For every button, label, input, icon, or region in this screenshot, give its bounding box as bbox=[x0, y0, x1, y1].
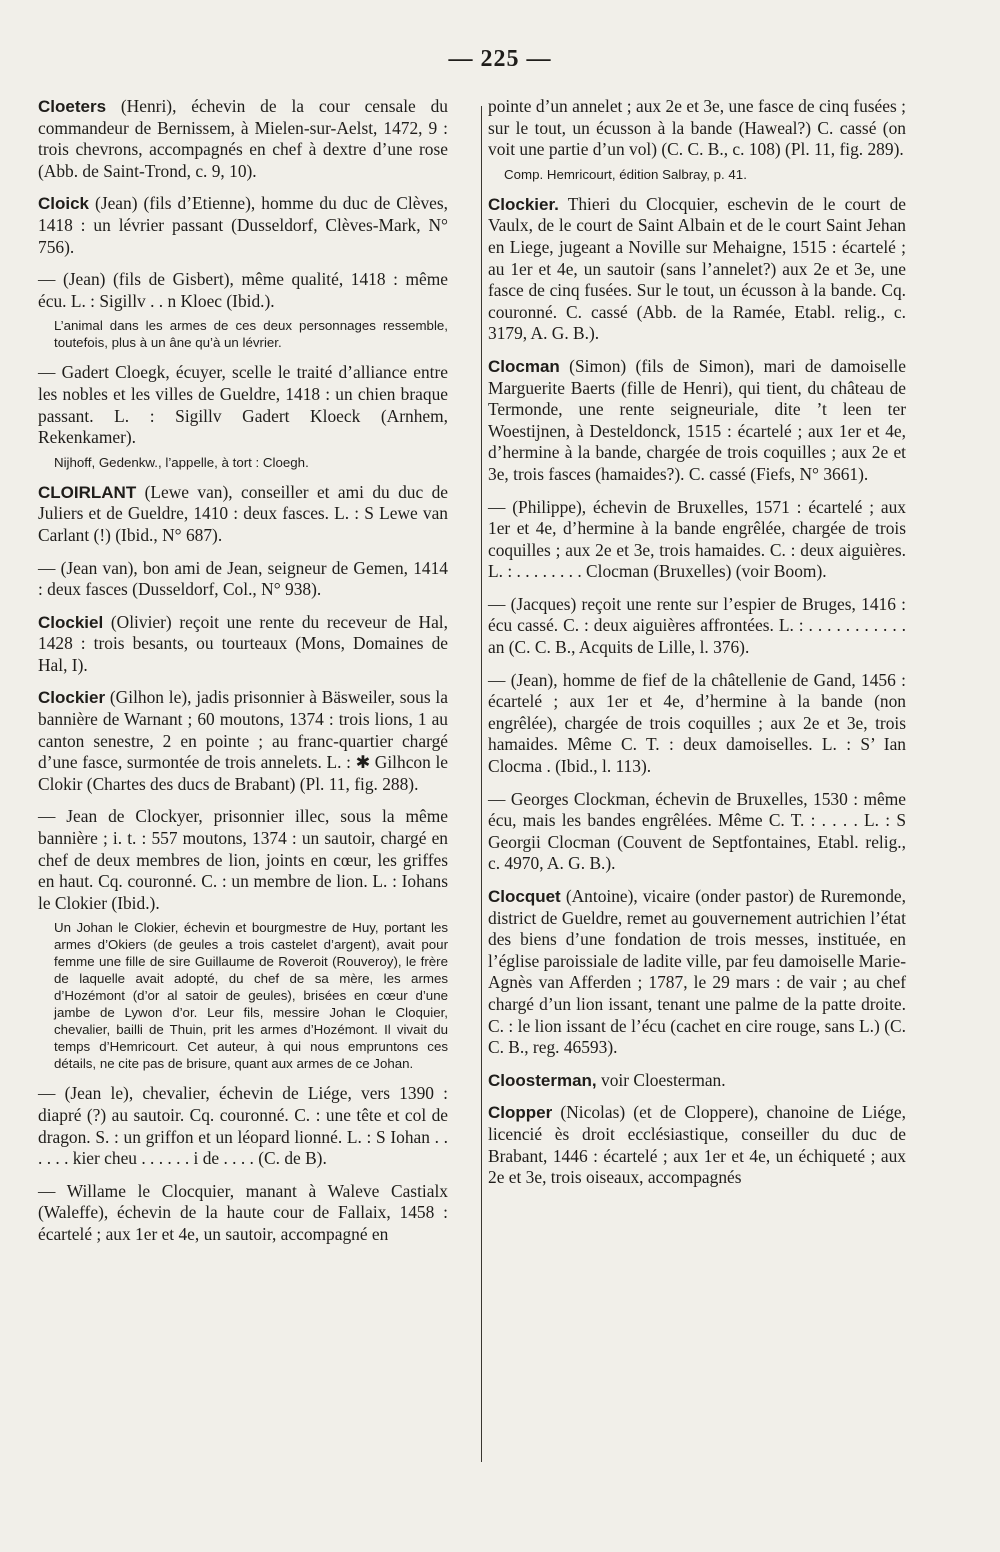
entry-text: (Jean) (fils d’Etienne), homme du duc de Clèves, 1418 : un lévrier passant (Dusseldorf, Clèves-Mark, N° 756). bbox=[38, 193, 448, 257]
entry-headword: Cloeters bbox=[38, 97, 107, 116]
entry-text: (Simon) (fils de Simon), mari de damoiselle Marguerite Baerts (fille de Henri), qui tient, du château de Termonde, une rente seigneuriale, dite ’t leen ter Woestijnen, à Desteldonck, 1515 : écartelé ; aux 1er et 4e, d’hermine à la bande, chargée de trois coquilles ; aux 2e et 3e, trois fasces (hamaides?). C. cassé (Fiefs, N° 3661). bbox=[488, 355, 906, 484]
entry-text: (Lewe van), conseiller et ami du duc de Juliers et de Gueldre, 1410 : deux fasces. L. : S Lewe van Carlant (!) (Ibid., N° 687). bbox=[38, 481, 448, 545]
entry-dash: — bbox=[488, 669, 511, 690]
dictionary-entry bbox=[38, 687, 448, 795]
entry-text: (Jean), homme de fief de la châtellenie de Gand, 1456 : écartelé ; aux 1er et 4e, d’hermine à la bande (non engrêlée), chargée de trois coquilles ; aux 2e et 3e, trois hamaides. Même C. T. : deux damoiselles. L. : S’ Ian Clocma . (Ibid., l. 113). bbox=[488, 669, 906, 777]
sub-entry bbox=[38, 558, 448, 601]
sub-entry bbox=[38, 1181, 448, 1246]
entry-dash: — bbox=[488, 496, 513, 517]
sub-entry bbox=[488, 670, 906, 778]
sub-entry bbox=[488, 789, 906, 875]
entry-text: (Philippe), échevin de Bruxelles, 1571 : écartelé ; aux 1er et 4e, d’hermine à la bande engrêlée, chargée de trois coquilles ; aux 2e et 3e, trois hamaides. C. : deux aiguières. L. : . . . . . . . . Clocman (Bruxelles) (voir Boom). bbox=[488, 496, 906, 582]
sub-entry bbox=[38, 362, 448, 448]
entry-text: (Jean) (fils de Gisbert), même qualité, 1418 : même écu. L. : Sigillv . . n Kloec (Ibid.). bbox=[38, 269, 448, 311]
entry-dash: — bbox=[38, 557, 61, 578]
entry-text: Jean de Clockyer, prisonnier illec, sous la même bannière ; i. t. : 557 moutons, 1374 : un sautoir, chargé en chef de deux membres de lion, joints en cœur, les griffes en haut. Cq. couronné. C. : un membre de lion. L. : Iohans le Clokier (Ibid.). bbox=[38, 806, 448, 913]
entry-headword: Clockier bbox=[38, 688, 106, 708]
entry-text: Gadert Cloegk, écuyer, scelle le traité d’alliance entre les nobles et les villes de Gueldre, 1418 : un chien braque passant. L. : Sigillv Gadert Kloeck (Arnhem, Rekenkamer). bbox=[38, 362, 448, 448]
entry-headword: Clocquet bbox=[488, 887, 561, 906]
column-divider bbox=[481, 106, 482, 1462]
entry-dash: — bbox=[38, 269, 63, 290]
entry-dash: — bbox=[488, 788, 511, 809]
entry-text: Willame le Clocquier, manant à Waleve Castialx (Waleffe), échevin de la haute cour de Fallaix, 1458 : écartelé ; aux 1er et 4e, un sautoir, accompagné en bbox=[38, 1180, 448, 1244]
footnote: Comp. Hemricourt, édition Salbray, p. 41. bbox=[504, 166, 747, 182]
entry-text: voir Cloesterman. bbox=[601, 1069, 726, 1090]
entry-dash: — bbox=[38, 362, 62, 383]
footnote: Nijhoff, Gedenkw., l’appelle, à tort : Cloegh. bbox=[54, 454, 309, 470]
entry-headword: Clockier. bbox=[488, 194, 559, 214]
left-column bbox=[38, 96, 448, 1257]
entry-headword: CLOIRLANT bbox=[38, 482, 137, 502]
sub-entry bbox=[488, 497, 906, 583]
entry-text: (Gilhon le), jadis prisonnier à Bäsweiler, sous la bannière de Warnant ; 60 moutons, 1374 : trois lions, 1 au canton senestre, 2 en pointe ; au franc-quartier chargé d’une fasce, surmontée de trois annelets. L. : ✱ Gilhcon le Clokir (Chartes des ducs de Brabant) (Pl. 11, fig. 288). bbox=[38, 687, 448, 794]
footnote: L’animal dans les armes de ces deux personnages ressemble, toutefois, plus à un âne qu’à un lévrier. bbox=[54, 318, 448, 351]
sub-entry bbox=[488, 594, 906, 659]
dictionary-entry bbox=[38, 96, 448, 182]
entry-text: (Nicolas) (et de Cloppere), chanoine de Liége, licencié ès droit ecclésiastique, conseiller du duc de Brabant, 1446 : écartelé ; aux 1er et 4e, un échiqueté ; aux 2e et 3e, trois oiseaux, accompagnés bbox=[488, 1102, 906, 1188]
entry-text: (Jean le), chevalier, échevin de Liége, vers 1390 : diapré (?) au sautoir. Cq. couronné. C. : une tête et col de dragon. S. : un griffon et un léopard lionné. L. : S Iohan . . . . . . kier cheu . . . . . . i de . . . . (C. de B). bbox=[38, 1083, 448, 1169]
entry-headword: Clocman bbox=[488, 356, 560, 376]
entry-text: pointe d’un annelet ; aux 2e et 3e, une fasce de cinq fusées ; sur le tout, un écusson à la bande (Haweal?) C. cassé (on voit une partie d’un vol) (C. C. B., c. 108) (Pl. 11, fig. 289). bbox=[488, 96, 906, 160]
entry-dash: — bbox=[488, 593, 511, 614]
dictionary-entry bbox=[488, 886, 906, 1059]
entry-dash: — bbox=[38, 1083, 65, 1104]
entry-text: (Jean van), bon ami de Jean, seigneur de Gemen, 1414 : deux fasces (Dusseldorf, Col., N° 938). bbox=[38, 557, 448, 600]
entry-text: (Antoine), vicaire (onder pastor) de Ruremonde, district de Gueldre, remet au gouvernement autrichien l’état des biens d’une fondation de trois messes, instituée, en l’église paroissiale de ladite ville, par feu damoiselle Marie-Agnès van Afferden ; 1787, le 29 mars : de vair ; au chef chargé d’un lion issant, tenant une palme de la patte droite. C. : le lion issant de l’écu (cachet en cire rouge, sans L.) (C. C. B., reg. 46593). bbox=[488, 886, 906, 1058]
dictionary-entry bbox=[488, 96, 906, 161]
entry-dash: — bbox=[38, 1180, 67, 1201]
sub-entry bbox=[38, 269, 448, 312]
entry-headword: Cloosterman, bbox=[488, 1070, 597, 1090]
dictionary-entry bbox=[488, 356, 906, 486]
footnote: Un Johan le Clokier, échevin et bourgmestre de Huy, portant les armes d’Okiers (de geules a trois castelet d’argent), avait pour femme une fille de sire Guillaume de Roveroit (Rouveroy), le frère de laquelle avait adopté, du chef de sa mère, les armes d’Hozémont (d’or al satoir de geules), brisées en cœur d’une jambe de Lywon d’or. Leur fils, messire Johan le Cloquier, chevalier, bailli de Thuin, prit les armes d’Hozémont. Il vivait du temps d’Hemricourt. Cet auteur, à qui nous empruntons ces détails, ne cite pas de brisure, quant aux armes de ce Johan. bbox=[54, 920, 448, 1072]
entry-text: Georges Clockman, échevin de Bruxelles, 1530 : même écu, mais les bandes engrêlées. Même C. T. : . . . . L. : S Georgii Clocman (Couvent de Septfontaines, Etabl. relig., c. 4970, A. G. B.). bbox=[488, 788, 906, 874]
entry-text: (Olivier) reçoit une rente du receveur de Hal, 1428 : trois besants, ou tourteaux (Mons, Domaines de Hal, I). bbox=[38, 611, 448, 675]
dictionary-entry bbox=[488, 194, 906, 345]
entry-headword: Clockiel bbox=[38, 612, 104, 632]
entry-text: (Jacques) reçoit une rente sur l’espier de Bruges, 1416 : écu cassé. C. : deux aiguières affrontées. L. : . . . . . . . . . . . an (C. C. B., Acquits de Lille, l. 376). bbox=[488, 593, 906, 658]
page-number: — 225 — bbox=[448, 46, 552, 72]
sub-entry bbox=[38, 1083, 448, 1169]
entry-headword: Clopper bbox=[488, 1103, 553, 1123]
right-column bbox=[488, 96, 906, 1200]
dictionary-entry bbox=[38, 482, 448, 547]
entry-headword: Cloick bbox=[38, 194, 90, 214]
entry-text: (Henri), échevin de la cour censale du commandeur de Bernissem, à Mielen-sur-Aelst, 1472, 9 : trois chevrons, accompagnés en chef à dextre d’une rose (Abb. de Saint-Trond, c. 9, 10). bbox=[38, 96, 448, 181]
sub-entry bbox=[38, 806, 448, 914]
dictionary-entry bbox=[488, 1102, 906, 1188]
entry-dash: — bbox=[38, 806, 67, 827]
dictionary-entry bbox=[38, 612, 448, 677]
dictionary-entry bbox=[488, 1070, 906, 1092]
dictionary-entry bbox=[38, 193, 448, 258]
entry-text: Thieri du Clocquier, eschevin de le court de Vaulx, de le court de Saint Albain et de le court Saint Jehan en Liege, jugeant a Noville sur Mehaigne, 1515 : écartelé ; au 1er et 4e, un sautoir (sans l’annelet?) aux 2e et 3e, une fasce de cinq fusées. Sur le tout, un écusson à la bande. Cq. couronné. C. cassé (Abb. de la Ramée, Etabl. relig., c. 3179, A. G. B.). bbox=[488, 193, 906, 344]
